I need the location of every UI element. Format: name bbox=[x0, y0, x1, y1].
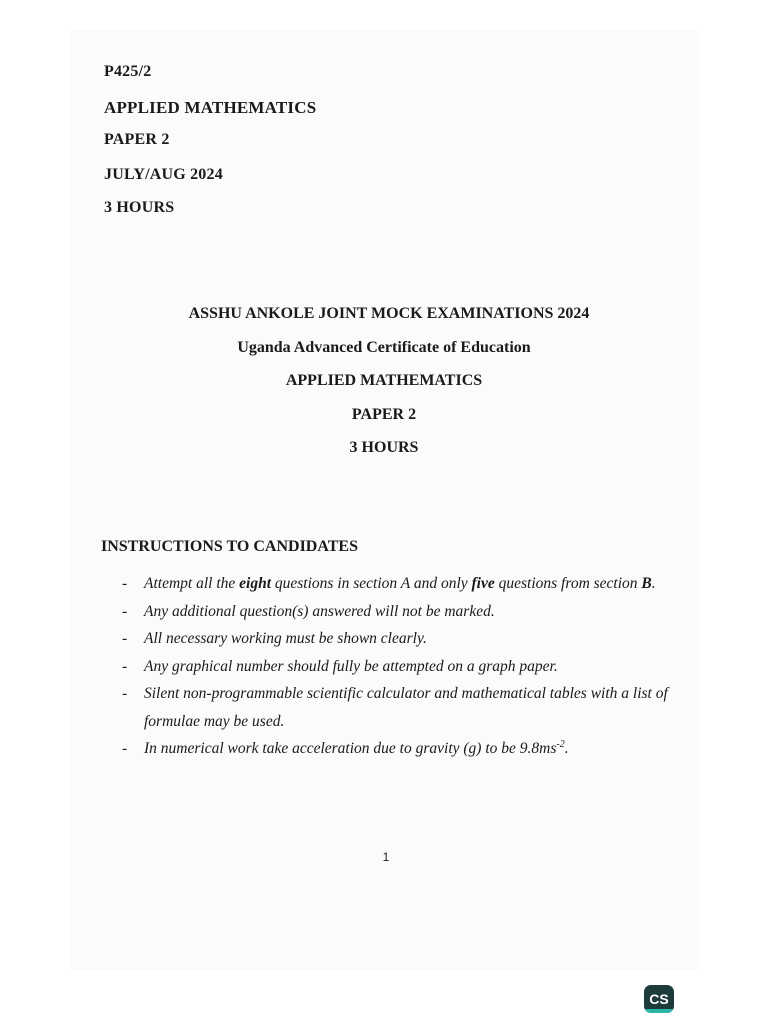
certificate-title: Uganda Advanced Certificate of Education bbox=[237, 339, 531, 356]
bullet-dash: - bbox=[122, 575, 128, 592]
duration-title: 3 HOURS bbox=[349, 439, 419, 456]
header-subject: APPLIED MATHEMATICS bbox=[104, 98, 317, 117]
paper-title: PAPER 2 bbox=[351, 406, 417, 423]
instructions-list bbox=[118, 570, 688, 763]
exponent: -2 bbox=[556, 738, 565, 750]
instruction-item: - All necessary working must be shown clearly. bbox=[118, 625, 688, 653]
instruction-item: - In numerical work take acceleration due to gravity (g) to be $9.8ms^{-2}$. bbox=[118, 735, 688, 763]
header-session: JULY/AUG 2024 bbox=[104, 166, 223, 183]
instruction-item: - Any graphical number should fully be attempted on a graph paper. bbox=[118, 653, 688, 681]
bullet-dash: - bbox=[122, 630, 128, 647]
bullet-dash: - bbox=[122, 740, 128, 757]
instructions-heading: INSTRUCTIONS TO CANDIDATES bbox=[101, 538, 358, 555]
page-number: 1 bbox=[382, 850, 390, 864]
bullet-dash: - bbox=[122, 657, 128, 675]
subject-title: APPLIED MATHEMATICS bbox=[285, 372, 483, 389]
header-duration: 3 HOURS bbox=[104, 199, 175, 216]
header-paper: PAPER 2 bbox=[104, 131, 170, 148]
bullet-dash: - bbox=[122, 685, 128, 702]
paper-code: P425/2 bbox=[104, 63, 152, 80]
instruction-item: - Attempt all the eight questions in section A and only five questions from section B. bbox=[118, 570, 688, 598]
exam-title: ASSHU ANKOLE JOINT MOCK EXAMINATIONS 2024 bbox=[188, 305, 590, 322]
camscanner-logo-icon: CS bbox=[644, 985, 674, 1013]
instruction-item: - Silent non-programmable scientific calculator and mathematical tables with a list of formulae may be used. bbox=[118, 680, 688, 735]
instruction-item: - Any additional question(s) answered will not be marked. bbox=[118, 598, 688, 626]
bullet-dash: - bbox=[122, 602, 128, 620]
